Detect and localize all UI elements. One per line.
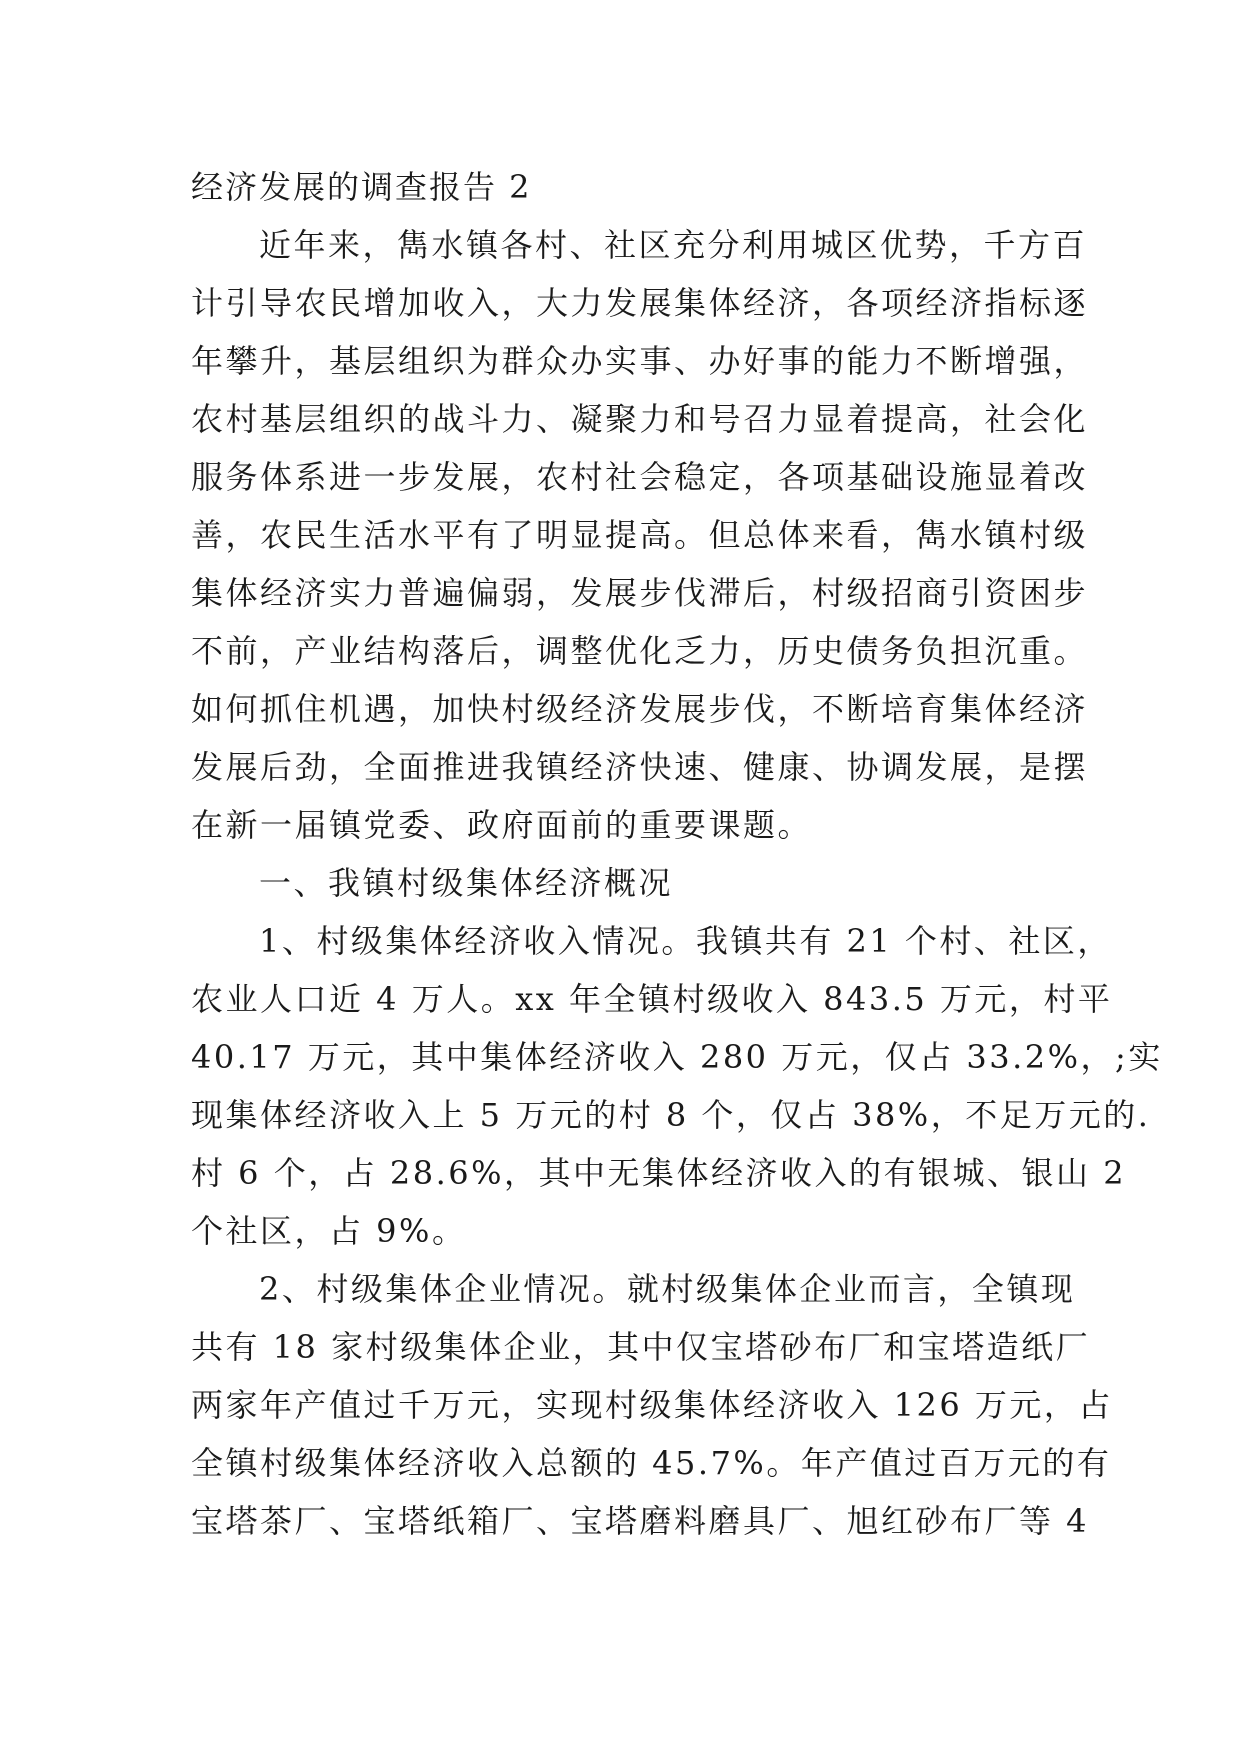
paragraph-line: 发展后劲，全面推进我镇经济快速、健康、协调发展，是摆 (191, 748, 1089, 786)
paragraph-line: 村 6 个，占 28.6%，其中无集体经济收入的有银城、银山 2 (191, 1154, 1127, 1192)
paragraph-line: 个社区，占 9%。 (191, 1212, 467, 1250)
paragraph-line: 两家年产值过千万元，实现村级集体经济收入 126 万元，占 (191, 1386, 1113, 1424)
paragraph-line: 现集体经济收入上 5 万元的村 8 个，仅占 38%，不足万元的. (191, 1096, 1151, 1134)
paragraph-line: 在新一届镇党委、政府面前的重要课题。 (191, 806, 813, 844)
paragraph-line: 计引导农民增加收入，大力发展集体经济，各项经济指标逐 (191, 284, 1089, 322)
paragraph-line: 宝塔茶厂、宝塔纸箱厂、宝塔磨料磨具厂、旭红砂布厂等 4 (191, 1502, 1090, 1540)
paragraph-line: 不前，产业结构落后，调整优化乏力，历史债务负担沉重。 (191, 632, 1089, 670)
paragraph-line: 年攀升，基层组织为群众办实事、办好事的能力不断增强， (191, 342, 1089, 380)
paragraph-line: 农业人口近 4 万人。xx 年全镇村级收入 843.5 万元，村平 (191, 980, 1113, 1018)
document-page (191, 158, 1163, 1550)
paragraph-line: 1、村级集体经济收入情况。我镇共有 21 个村、社区， (259, 922, 1112, 960)
paragraph-line: 如何抓住机遇，加快村级经济发展步伐，不断培育集体经济 (191, 690, 1089, 728)
paragraph-line: 善，农民生活水平有了明显提高。但总体来看，雋水镇村级 (191, 516, 1089, 554)
document-title: 经济发展的调查报告 2 (191, 168, 532, 206)
paragraph-line: 服务体系进一步发展，农村社会稳定，各项基础设施显着改 (191, 458, 1089, 496)
paragraph-line: 全镇村级集体经济收入总额的 45.7%。年产值过百万元的有 (191, 1444, 1112, 1482)
paragraph-line: 共有 18 家村级集体企业，其中仅宝塔砂布厂和宝塔造纸厂 (191, 1328, 1091, 1366)
paragraph-line: 集体经济实力普遍偏弱，发展步伐滞后，村级招商引资困步 (191, 574, 1089, 612)
paragraph-line: 农村基层组织的战斗力、凝聚力和号召力显着提高，社会化 (191, 400, 1089, 438)
paragraph-line: 2、村级集体企业情况。就村级集体企业而言，全镇现 (259, 1270, 1076, 1308)
paragraph-line: 近年来，雋水镇各村、社区充分利用城区优势，千方百 (259, 226, 1088, 264)
paragraph-line: 40.17 万元，其中集体经济收入 280 万元，仅占 33.2%，;实 (191, 1038, 1163, 1076)
section-heading: 一、我镇村级集体经济概况 (259, 864, 674, 902)
